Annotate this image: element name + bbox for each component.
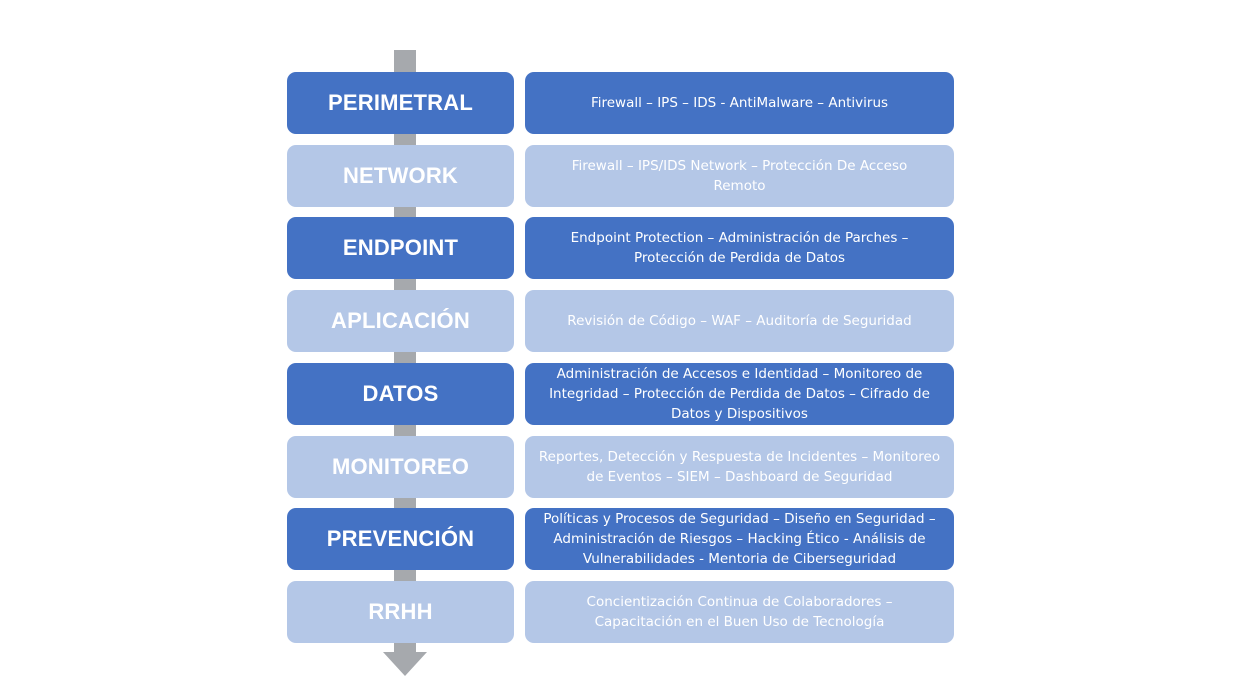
layer-description-text: Reportes, Detección y Respuesta de Incidentes – Monitoreo de Eventos – SIEM – Dashboard de Seguridad bbox=[538, 449, 941, 485]
layer-network bbox=[0, 145, 1240, 207]
layer-description bbox=[525, 436, 954, 498]
layer-aplicacion bbox=[0, 290, 1240, 352]
layer-description bbox=[525, 72, 954, 134]
layer-endpoint bbox=[0, 217, 1240, 279]
layer-description bbox=[525, 508, 954, 570]
layer-description bbox=[525, 145, 954, 207]
down-arrow-icon bbox=[383, 652, 427, 676]
layer-perimetral bbox=[0, 72, 1240, 134]
layer-description-text: Firewall – IPS – IDS - AntiMalware – Antivirus bbox=[590, 95, 889, 111]
layer-description-text: Firewall – IPS/IDS Network – Protección De Acceso Remoto bbox=[571, 158, 908, 194]
layer-rrhh bbox=[0, 581, 1240, 643]
layer-label: NETWORK bbox=[287, 145, 514, 207]
layer-description-text: Políticas y Procesos de Seguridad – Diseño en Seguridad – Administración de Riesgos – Hacking Ético - Análisis de Vulnerabilidades - Mentoria de Ciberseguridad bbox=[543, 511, 936, 567]
layer-description bbox=[525, 581, 954, 643]
layer-description-text: Administración de Accesos e Identidad – Monitoreo de Integridad – Protección de Perdida de Datos – Cifrado de Datos y Dispositivos bbox=[549, 366, 930, 422]
layer-description bbox=[525, 290, 954, 352]
layer-label: RRHH bbox=[287, 581, 514, 643]
layer-monitoreo bbox=[0, 436, 1240, 498]
layer-description-text: Concientización Continua de Colaboradores – Capacitación en el Buen Uso de Tecnología bbox=[586, 594, 893, 630]
layer-description bbox=[525, 217, 954, 279]
layer-label: MONITOREO bbox=[287, 436, 514, 498]
layer-label: APLICACIÓN bbox=[287, 290, 514, 352]
layer-datos bbox=[0, 363, 1240, 425]
layer-description-text: Endpoint Protection – Administración de Parches – Protección de Perdida de Datos bbox=[570, 230, 909, 266]
layer-label: PREVENCIÓN bbox=[287, 508, 514, 570]
layer-label: DATOS bbox=[287, 363, 514, 425]
layer-label: ENDPOINT bbox=[287, 217, 514, 279]
layer-label: PERIMETRAL bbox=[287, 72, 514, 134]
layer-description-text: Revisión de Código – WAF – Auditoría de Seguridad bbox=[567, 313, 912, 329]
layer-description bbox=[525, 363, 954, 425]
layer-prevencion bbox=[0, 508, 1240, 570]
